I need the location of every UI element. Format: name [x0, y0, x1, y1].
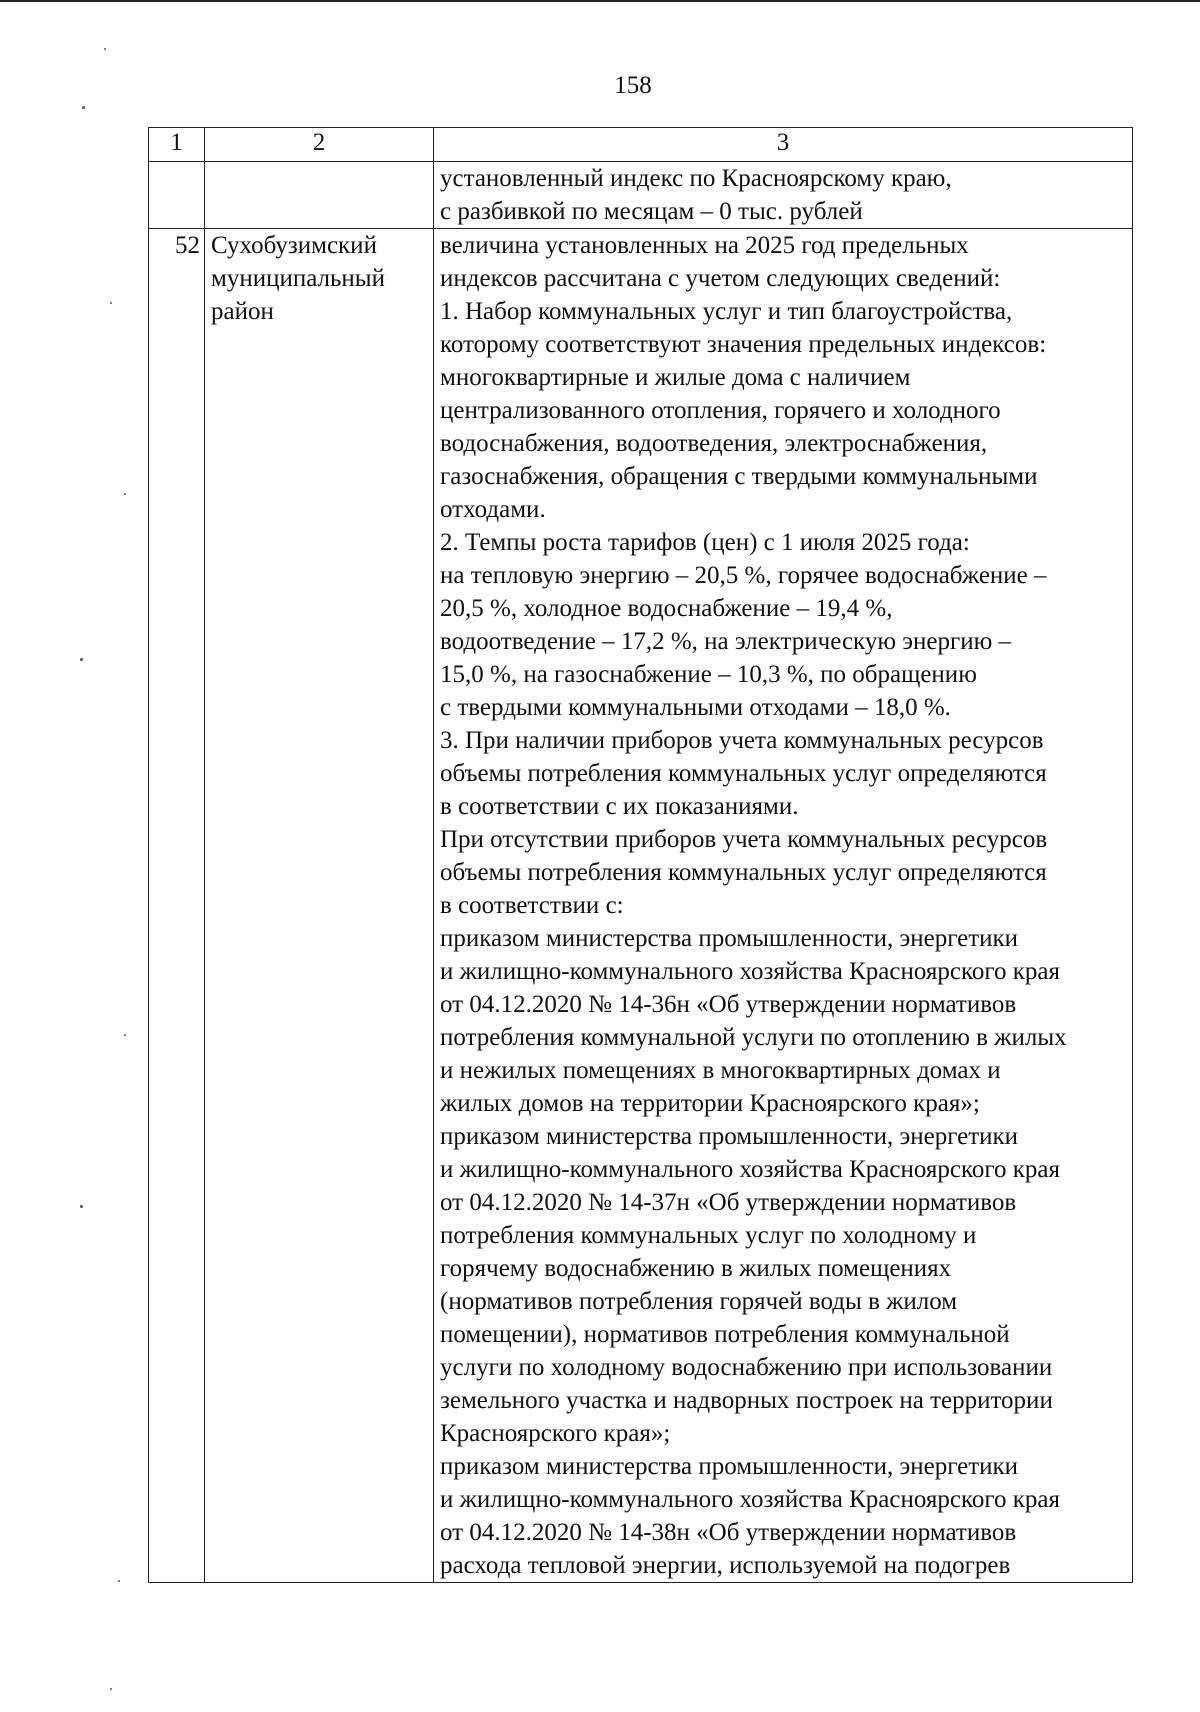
description-line: на тепловую энергию – 20,5 %, горячее водоснабжение –	[440, 562, 1047, 589]
description-line: 1. Набор коммунальных услуг и тип благоустройства,	[440, 298, 1013, 325]
description-line: которому соответствуют значения предельных индексов:	[440, 331, 1047, 358]
description-line: 15,0 %, на газоснабжение – 10,3 %, по обращению	[440, 661, 977, 688]
description-line: 20,5 %, холодное водоснабжение – 19,4 %,	[440, 595, 893, 622]
description-line: от 04.12.2020 № 14-38н «Об утверждении нормативов	[440, 1519, 1017, 1546]
header-col-1: 1	[149, 128, 205, 162]
description-line: объемы потребления коммунальных услуг определяются	[440, 760, 1047, 787]
description-line: приказом министерства промышленности, энергетики	[440, 1123, 1019, 1150]
description-line: в соответствии с их показаниями.	[440, 793, 799, 820]
municipality-cell	[205, 162, 434, 229]
description-line: водоотведение – 17,2 %, на электрическую энергию –	[440, 628, 1012, 655]
description-line: помещении), нормативов потребления коммунальной	[440, 1321, 1010, 1348]
description-line: величина установленных на 2025 год предельных	[440, 232, 969, 259]
row-number-cell: 52	[149, 229, 205, 1583]
description-line: установленный индекс по Красноярскому краю,	[440, 165, 952, 192]
description-line: с твердыми коммунальными отходами – 18,0 %.	[440, 694, 951, 721]
description-line: и жилищно-коммунального хозяйства Красноярского края	[440, 1486, 1060, 1513]
document-table	[148, 127, 1133, 1583]
description-line: от 04.12.2020 № 14-37н «Об утверждении нормативов	[440, 1189, 1017, 1216]
description-line: услуги по холодному водоснабжению при использовании	[440, 1354, 1053, 1381]
description-line: и нежилых помещениях в многоквартирных домах и	[440, 1057, 1001, 1084]
description-line: жилых домов на территории Красноярского края»;	[440, 1090, 980, 1117]
description-line: земельного участка и надворных построек на территории	[440, 1387, 1053, 1414]
row-number-cell	[149, 162, 205, 229]
description-cell	[434, 229, 1133, 1583]
description-cell	[434, 162, 1133, 229]
description-line: и жилищно-коммунального хозяйства Красноярского края	[440, 1156, 1060, 1183]
municipality-line: Сухобузимский	[211, 232, 377, 259]
header-col-3: 3	[434, 128, 1133, 162]
municipality-line: муниципальный	[211, 265, 385, 292]
description-line: потребления коммунальной услуги по отоплению в жилых	[440, 1024, 1067, 1051]
description-line: горячему водоснабжению в жилых помещениях	[440, 1255, 952, 1282]
description-line: потребления коммунальных услуг по холодному и	[440, 1222, 977, 1249]
table-row	[149, 162, 1133, 229]
description-line: 3. При наличии приборов учета коммунальных ресурсов	[440, 727, 1044, 754]
description-line: объемы потребления коммунальных услуг определяются	[440, 859, 1047, 886]
description-line: Красноярского края»;	[440, 1420, 671, 1447]
description-line: расхода тепловой энергии, используемой на подогрев	[440, 1552, 1011, 1579]
description-line: 2. Темпы роста тарифов (цен) с 1 июля 2025 года:	[440, 529, 970, 556]
description-line: отходами.	[440, 496, 546, 523]
description-line: с разбивкой по месяцам – 0 тыс. рублей	[440, 198, 863, 225]
description-line: водоснабжения, водоотведения, электроснабжения,	[440, 430, 988, 457]
description-line: газоснабжения, обращения с твердыми коммунальными	[440, 463, 1038, 490]
description-line: в соответствии с:	[440, 892, 624, 919]
page-top-edge	[0, 0, 1200, 2]
description-line: (нормативов потребления горячей воды в жилом	[440, 1288, 958, 1315]
municipality-cell	[205, 229, 434, 1583]
page-number: 158	[614, 72, 652, 99]
description-line: и жилищно-коммунального хозяйства Красноярского края	[440, 958, 1060, 985]
description-line: индексов рассчитана с учетом следующих сведений:	[440, 265, 1001, 292]
table-row	[149, 229, 1133, 1583]
description-line: приказом министерства промышленности, энергетики	[440, 1453, 1019, 1480]
description-line: централизованного отопления, горячего и холодного	[440, 397, 1001, 424]
description-line: приказом министерства промышленности, энергетики	[440, 925, 1019, 952]
header-col-2: 2	[205, 128, 434, 162]
description-line: от 04.12.2020 № 14-36н «Об утверждении нормативов	[440, 991, 1017, 1018]
municipality-line: район	[211, 298, 274, 325]
description-line: При отсутствии приборов учета коммунальных ресурсов	[440, 826, 1048, 853]
table-header-row	[149, 128, 1133, 162]
description-line: многоквартирные и жилые дома с наличием	[440, 364, 911, 391]
